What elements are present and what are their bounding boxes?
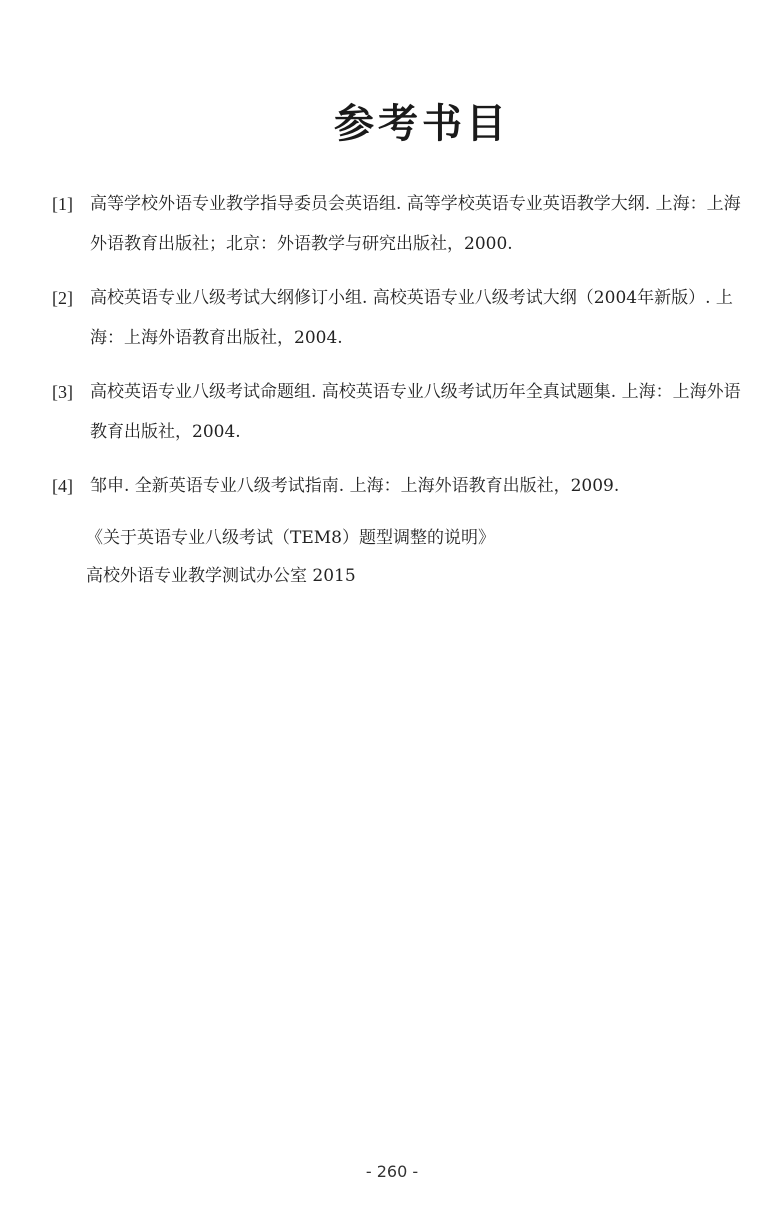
reference-number: [1] (52, 194, 73, 214)
reference-number: [4] (52, 476, 73, 496)
reference-text: 邹申. 全新英语专业八级考试指南. 上海：上海外语教育出版社，2009. (90, 476, 620, 496)
note-issuer: 高校外语专业教学测试办公室 2015 (86, 566, 356, 586)
reference-text: 高校英语专业八级考试命题组. 高校英语专业八级考试历年全真试题集. 上海：上海外语教育出版社，2004. (90, 382, 741, 442)
reference-text: 高校英语专业八级考试大纲修订小组. 高校英语专业八级考试大纲（2004年新版）. 上海：上海外语教育出版社，2004. (90, 288, 733, 348)
page-number: - 260 - (365, 1162, 419, 1181)
reference-list (52, 184, 752, 520)
reference-item-3 (52, 372, 752, 452)
note-document-title: 《关于英语专业八级考试（TEM8）题型调整的说明》 (86, 528, 495, 548)
reference-number: [2] (52, 288, 73, 308)
page-title: 参考书目 (334, 101, 510, 147)
reference-item-1 (52, 184, 752, 264)
reference-item-4 (52, 466, 752, 506)
reference-number: [3] (52, 382, 73, 402)
reference-item-2 (52, 278, 752, 358)
reference-text: 高等学校外语专业教学指导委员会英语组. 高等学校英语专业英语教学大纲. 上海：上海外语教育出版社；北京：外语教学与研究出版社，2000. (90, 194, 741, 254)
